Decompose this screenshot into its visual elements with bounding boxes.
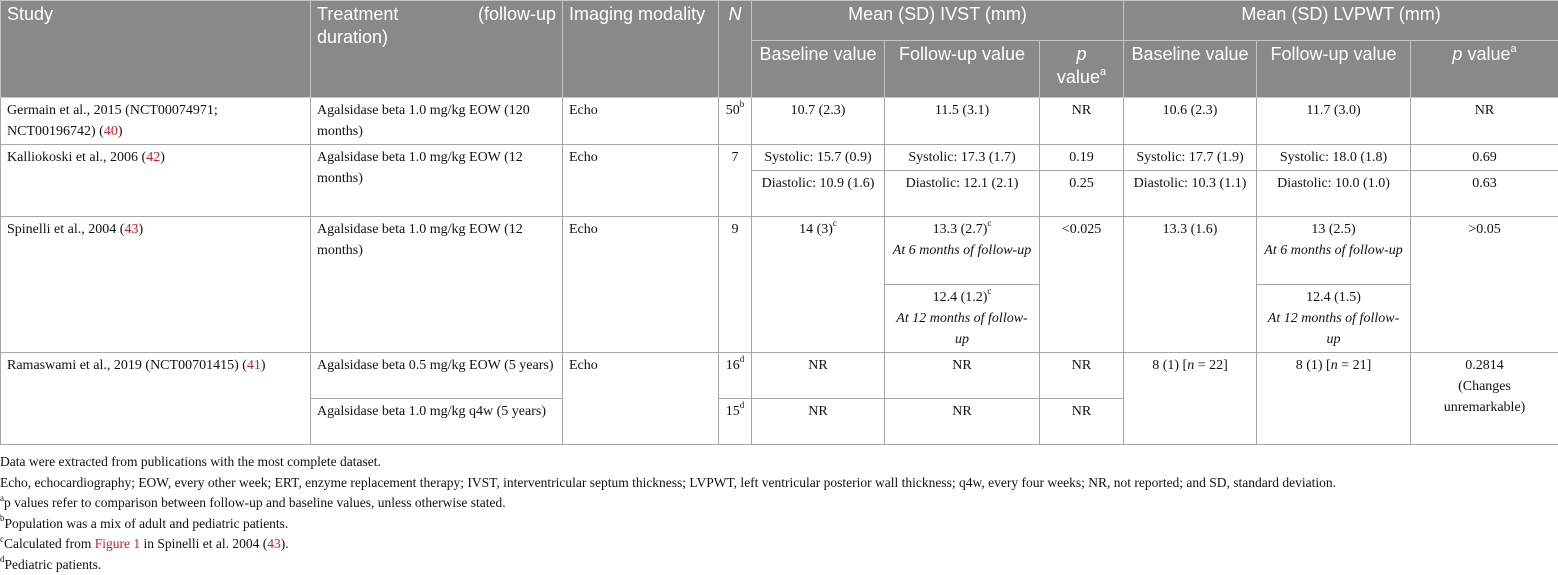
footnote-abbreviations: Echo, echocardiography; EOW, every other week; ERT, enzyme replacement therapy; IVST, interventricular septum thickness; LVPWT, left ventricular posterior wall thickness; q4w, every four weeks; NR, not reported; and SD, standard deviation. bbox=[0, 473, 1540, 494]
cell-lvpwt-followup: Systolic: 18.0 (1.8) bbox=[1257, 145, 1411, 171]
lvpwt-fu6-note: At 6 months of follow-up bbox=[1264, 243, 1402, 258]
cell-ivst-baseline: NR bbox=[752, 353, 885, 399]
cell-ivst-followup bbox=[885, 217, 1040, 285]
ivst-fu6-sup: c bbox=[987, 218, 991, 228]
header-imaging: Imaging modality bbox=[563, 1, 719, 98]
study-text: Germain et al., 2015 (NCT00074971; NCT00196742) ( bbox=[7, 103, 218, 139]
cell-treatment: Agalsidase beta 1.0 mg/kg EOW (12 months) bbox=[311, 145, 563, 217]
table-row bbox=[1, 145, 1558, 171]
footnote-c-pre: Calculated from bbox=[4, 536, 95, 551]
lv-base-val: 8 (1) [ bbox=[1152, 358, 1187, 373]
ivst-fu6-value: 13.3 (2.7) bbox=[933, 222, 988, 237]
cell-lvpwt-p bbox=[1411, 353, 1558, 445]
cell-ivst-baseline: NR bbox=[752, 399, 885, 445]
cell-ivst-baseline: Diastolic: 10.9 (1.6) bbox=[752, 171, 885, 217]
study-text: Ramaswami et al., 2019 (NCT00701415) ( bbox=[7, 358, 247, 373]
cell-lvpwt-baseline: 10.6 (2.3) bbox=[1124, 98, 1257, 145]
footnote-b-text: Population was a mix of adult and pediatric patients. bbox=[5, 516, 289, 531]
cell-study bbox=[1, 353, 311, 445]
header-lvpwt-p bbox=[1411, 41, 1558, 98]
cell-n bbox=[719, 353, 752, 399]
cell-treatment: Agalsidase beta 1.0 mg/kg EOW (120 months) bbox=[311, 98, 563, 145]
header-p-word: value bbox=[1057, 67, 1100, 87]
cell-imaging: Echo bbox=[563, 145, 719, 217]
cell-n: 7 bbox=[719, 145, 752, 217]
header-study: Study bbox=[1, 1, 311, 98]
header-lvpwt-baseline: Baseline value bbox=[1124, 41, 1257, 98]
lv-base-rest: = 22] bbox=[1194, 358, 1228, 373]
table-row bbox=[1, 98, 1558, 145]
cell-ivst-baseline bbox=[752, 217, 885, 353]
cell-ivst-followup: Diastolic: 12.1 (2.1) bbox=[885, 171, 1040, 217]
cell-treatment: Agalsidase beta 1.0 mg/kg q4w (5 years) bbox=[311, 399, 563, 445]
header-treatment-a: Treatment bbox=[317, 3, 398, 26]
n-sup: d bbox=[740, 400, 745, 410]
header-treatment-b: (follow-up bbox=[478, 3, 556, 26]
header-treatment bbox=[311, 1, 563, 98]
cell-lvpwt-baseline: Diastolic: 10.3 (1.1) bbox=[1124, 171, 1257, 217]
lv-fu-val: 8 (1) [ bbox=[1296, 358, 1331, 373]
cell-lvpwt-followup: 11.7 (3.0) bbox=[1257, 98, 1411, 145]
cell-ivst-followup: NR bbox=[885, 399, 1040, 445]
footnote-d-sup: d bbox=[0, 554, 5, 564]
footnote-c-mid: in Spinelli et al. 2004 ( bbox=[140, 536, 267, 551]
header-ivst-p bbox=[1040, 41, 1124, 98]
ivst-fu12-note: At 12 months of follow-up bbox=[896, 311, 1027, 347]
cell-treatment: Agalsidase beta 0.5 mg/kg EOW (5 years) bbox=[311, 353, 563, 399]
header-ivst-followup: Follow-up value bbox=[885, 41, 1040, 98]
cell-ivst-p: NR bbox=[1040, 399, 1124, 445]
reference-link[interactable]: 41 bbox=[247, 358, 261, 373]
header-p-italic-2: p bbox=[1452, 44, 1462, 64]
cell-ivst-p: <0.025 bbox=[1040, 217, 1124, 353]
cell-ivst-baseline: 10.7 (2.3) bbox=[752, 98, 885, 145]
cell-ivst-p: 0.25 bbox=[1040, 171, 1124, 217]
cell-n bbox=[719, 399, 752, 445]
n-sup: d bbox=[740, 354, 745, 364]
footnote-c bbox=[0, 534, 1540, 555]
cell-ivst-p: 0.19 bbox=[1040, 145, 1124, 171]
cell-lvpwt-p: 0.63 bbox=[1411, 171, 1558, 217]
ivst-fu12-value: 12.4 (1.2) bbox=[933, 290, 988, 305]
study-close: ) bbox=[118, 124, 123, 139]
cell-imaging: Echo bbox=[563, 98, 719, 145]
lv-fu-rest: = 21] bbox=[1338, 358, 1372, 373]
footnote-a-sup: a bbox=[0, 493, 4, 503]
lvpwt-fu12-note: At 12 months of follow-up bbox=[1268, 311, 1399, 347]
cell-lvpwt-p: >0.05 bbox=[1411, 217, 1558, 353]
ivst-baseline-value: 14 (3) bbox=[799, 222, 833, 237]
cell-ivst-p: NR bbox=[1040, 98, 1124, 145]
header-p-italic: p bbox=[1077, 44, 1087, 64]
lv-p-value: 0.2814 bbox=[1465, 358, 1504, 373]
study-close: ) bbox=[160, 150, 165, 165]
table-row bbox=[1, 353, 1558, 399]
lv-fu-n: n bbox=[1331, 358, 1338, 373]
ivst-baseline-sup: c bbox=[833, 218, 837, 228]
header-lvpwt-followup: Follow-up value bbox=[1257, 41, 1411, 98]
study-close: ) bbox=[261, 358, 266, 373]
cell-lvpwt-p: NR bbox=[1411, 98, 1558, 145]
footnote-source: Data were extracted from publications with the most complete dataset. bbox=[0, 452, 1540, 473]
header-lvpwt-group: Mean (SD) LVPWT (mm) bbox=[1124, 1, 1558, 41]
footnote-b-sup: b bbox=[0, 513, 5, 523]
cell-lvpwt-followup bbox=[1257, 285, 1411, 353]
n-value: 16 bbox=[726, 358, 740, 373]
cell-lvpwt-baseline: 13.3 (1.6) bbox=[1124, 217, 1257, 353]
cell-lvpwt-followup: Diastolic: 10.0 (1.0) bbox=[1257, 171, 1411, 217]
cell-ivst-followup: 11.5 (3.1) bbox=[885, 98, 1040, 145]
n-value: 50 bbox=[726, 103, 740, 118]
reference-link[interactable]: 40 bbox=[104, 124, 118, 139]
footnote-b bbox=[0, 514, 1540, 535]
lv-p-note: (Changes unremarkable) bbox=[1444, 379, 1526, 415]
cell-lvpwt-followup bbox=[1257, 353, 1411, 445]
table-header bbox=[1, 1, 1558, 98]
footnote-c-sup: c bbox=[0, 534, 4, 544]
header-treatment-c: duration) bbox=[317, 26, 556, 49]
reference-link[interactable]: 42 bbox=[146, 150, 160, 165]
study-text: Kalliokoski et al., 2006 ( bbox=[7, 150, 146, 165]
cell-lvpwt-baseline: Systolic: 17.7 (1.9) bbox=[1124, 145, 1257, 171]
study-close: ) bbox=[138, 222, 143, 237]
n-value: 15 bbox=[726, 404, 740, 419]
cell-lvpwt-p: 0.69 bbox=[1411, 145, 1558, 171]
cell-study bbox=[1, 217, 311, 353]
cell-lvpwt-followup bbox=[1257, 217, 1411, 285]
lvpwt-fu12-value: 12.4 (1.5) bbox=[1306, 290, 1361, 305]
header-p-word-2: value bbox=[1467, 44, 1510, 64]
reference-link[interactable]: 43 bbox=[267, 536, 281, 551]
n-sup: b bbox=[740, 99, 745, 109]
table-footnotes bbox=[0, 452, 1540, 575]
ivst-fu12-sup: c bbox=[987, 286, 991, 296]
footnote-c-end: ). bbox=[281, 536, 289, 551]
cell-ivst-followup bbox=[885, 285, 1040, 353]
figure-link[interactable]: Figure 1 bbox=[95, 536, 140, 551]
footnote-a bbox=[0, 493, 1540, 514]
ivst-fu6-note: At 6 months of follow-up bbox=[893, 243, 1031, 258]
header-p-sup: a bbox=[1100, 66, 1106, 78]
header-p-sup-2: a bbox=[1510, 43, 1516, 55]
footnote-a-text: p values refer to comparison between follow-up and baseline values, unless otherwise stated. bbox=[4, 495, 506, 510]
cell-ivst-followup: NR bbox=[885, 353, 1040, 399]
cell-ivst-p: NR bbox=[1040, 353, 1124, 399]
table-row bbox=[1, 217, 1558, 285]
cell-treatment: Agalsidase beta 1.0 mg/kg EOW (12 months) bbox=[311, 217, 563, 353]
cell-ivst-baseline: Systolic: 15.7 (0.9) bbox=[752, 145, 885, 171]
lv-base-n: n bbox=[1187, 358, 1194, 373]
reference-link[interactable]: 43 bbox=[124, 222, 138, 237]
header-ivst-baseline: Baseline value bbox=[752, 41, 885, 98]
header-ivst-group: Mean (SD) IVST (mm) bbox=[752, 1, 1124, 41]
study-text: Spinelli et al., 2004 ( bbox=[7, 222, 124, 237]
footnote-d-text: Pediatric patients. bbox=[5, 557, 102, 572]
cell-imaging: Echo bbox=[563, 353, 719, 445]
cell-n bbox=[719, 98, 752, 145]
cell-ivst-followup: Systolic: 17.3 (1.7) bbox=[885, 145, 1040, 171]
header-n: N bbox=[719, 1, 752, 98]
cell-n: 9 bbox=[719, 217, 752, 353]
cell-study bbox=[1, 98, 311, 145]
cell-imaging: Echo bbox=[563, 217, 719, 353]
cell-lvpwt-baseline bbox=[1124, 353, 1257, 445]
cell-study bbox=[1, 145, 311, 217]
lvpwt-fu6-value: 13 (2.5) bbox=[1311, 222, 1355, 237]
